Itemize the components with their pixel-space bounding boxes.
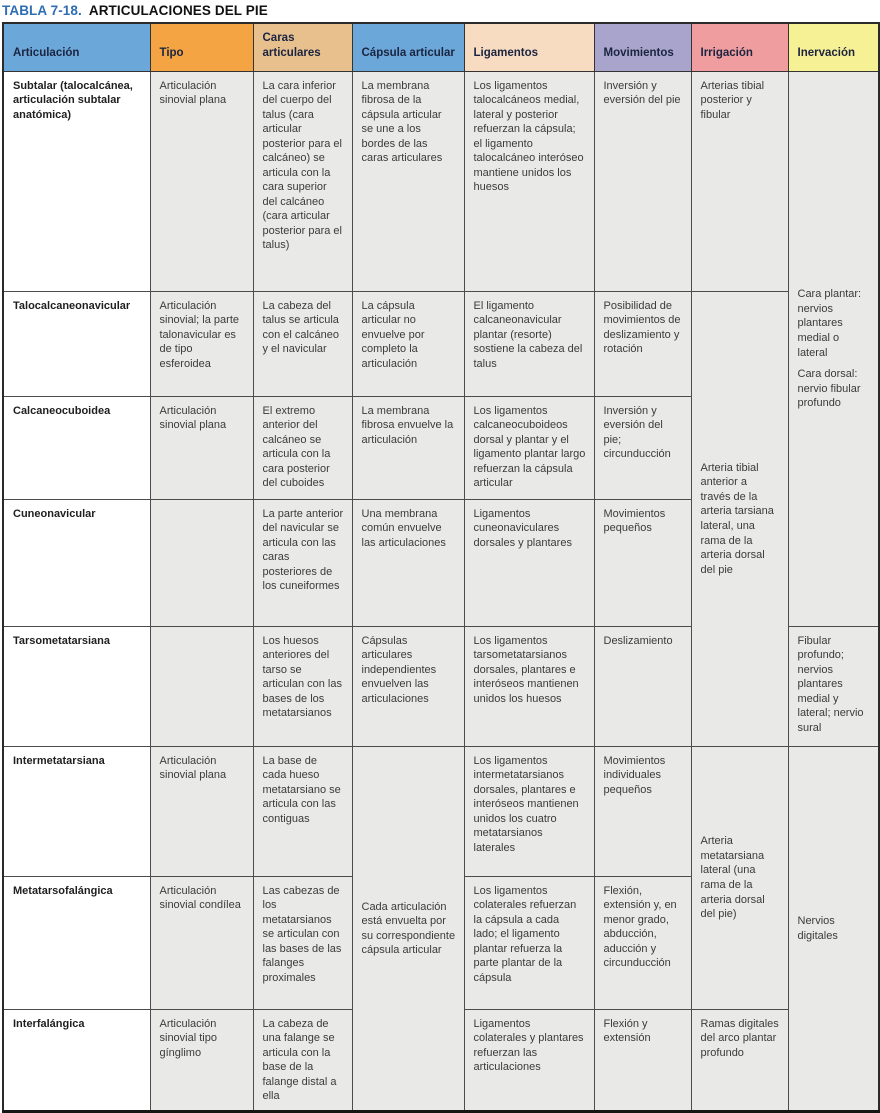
inervacion-cara-plantar: Cara plantar: nervios plantares medial o lateral xyxy=(797,288,862,359)
cell-calcaneocuboidea-movimientos: Inversión y eversión del pie; circunducción xyxy=(594,396,691,499)
cell-intermetatarsiana-movimientos: Movimientos individuales pequeños xyxy=(594,746,691,876)
col-header-movimientos: Movimientos xyxy=(594,23,691,71)
cell-inervacion-rows1-4 xyxy=(788,71,879,626)
cell-subtalar-irrigacion: Arterias tibial posterior y fibular xyxy=(691,71,788,291)
cell-subtalar-capsula: La membrana fibrosa de la cápsula articular se une a los bordes de las caras articulares xyxy=(352,71,464,291)
cell-cuneonavicular-caras: La parte anterior del navicular se articula con las caras posteriores de los cuneiformes xyxy=(253,499,352,626)
cell-calcaneocuboidea-caras: El extremo anterior del calcáneo se articula con la cara posterior del cuboides xyxy=(253,396,352,499)
cell-talocalcaneonavicular-caras: La cabeza del talus se articula con el calcáneo y el navicular xyxy=(253,291,352,396)
row-title-cuneonavicular: Cuneonavicular xyxy=(3,499,150,626)
row-title-interfalangica: Interfalángica xyxy=(3,1009,150,1111)
cell-subtalar-caras: La cara inferior del cuerpo del talus (cara articular posterior para el calcáneo) se articula con la cara superior del calcáneo (cara articular posterior para el talus) xyxy=(253,71,352,291)
cell-tarsometatarsiana-tipo xyxy=(150,626,253,746)
cell-irrigacion-rows6-7: Arteria metatarsiana lateral (una rama de la arteria dorsal del pie) xyxy=(691,746,788,1009)
cell-irrigacion-rows2-5: Arteria tibial anterior a través de la arteria tarsiana lateral, una rama de la arteria dorsal del pie xyxy=(691,291,788,746)
cell-tarsometatarsiana-inervacion: Fibular profundo; nervios plantares medial y lateral; nervio sural xyxy=(788,626,879,746)
inervacion-cara-dorsal: Cara dorsal: nervio fibular profundo xyxy=(797,368,861,410)
row-title-subtalar: Subtalar (talocalcánea, articulación subtalar anatómica) xyxy=(3,71,150,291)
header-row xyxy=(3,23,879,71)
cell-interfalangica-irrigacion: Ramas digitales del arco plantar profundo xyxy=(691,1009,788,1111)
articulaciones-pie-table xyxy=(2,22,880,1113)
cell-tarsometatarsiana-ligamentos: Los ligamentos tarsometatarsianos dorsales, plantares e interóseos mantienen unidos los huesos xyxy=(464,626,594,746)
cell-tarsometatarsiana-movimientos: Deslizamiento xyxy=(594,626,691,746)
cell-subtalar-tipo: Articulación sinovial plana xyxy=(150,71,253,291)
col-header-capsula-articular: Cápsula articular xyxy=(352,23,464,71)
cell-interfalangica-caras: La cabeza de una falange se articula con la base de la falange distal a ella xyxy=(253,1009,352,1111)
col-header-caras-articulares: Caras articulares xyxy=(253,23,352,71)
row-title-metatarsofalangica: Metatarsofalángica xyxy=(3,876,150,1009)
row-title-calcaneocuboidea: Calcaneocuboidea xyxy=(3,396,150,499)
cell-subtalar-movimientos: Inversión y eversión del pie xyxy=(594,71,691,291)
col-header-articulacion: Articulación xyxy=(3,23,150,71)
col-header-ligamentos: Ligamentos xyxy=(464,23,594,71)
cell-metatarsofalangica-tipo: Articulación sinovial condílea xyxy=(150,876,253,1009)
row-title-talocalcaneonavicular: Talocalcaneonavicular xyxy=(3,291,150,396)
cell-talocalcaneonavicular-tipo: Articulación sinovial; la parte talonavicular es de tipo esferoidea xyxy=(150,291,253,396)
cell-metatarsofalangica-movimientos: Flexión, extensión y, en menor grado, abducción, aducción y circunducción xyxy=(594,876,691,1009)
col-header-irrigacion: Irrigación xyxy=(691,23,788,71)
cell-cuneonavicular-tipo xyxy=(150,499,253,626)
table-heading: ARTICULACIONES DEL PIE xyxy=(88,3,268,18)
row-intermetatarsiana xyxy=(3,746,879,876)
cell-calcaneocuboidea-capsula: La membrana fibrosa envuelve la articulación xyxy=(352,396,464,499)
cell-intermetatarsiana-tipo: Articulación sinovial plana xyxy=(150,746,253,876)
cell-subtalar-ligamentos: Los ligamentos talocalcáneos medial, lateral y posterior refuerzan la cápsula; el ligamento talocalcáneo interóseo mantiene unidos los huesos xyxy=(464,71,594,291)
cell-intermetatarsiana-caras: La base de cada hueso metatarsiano se articula con las contiguas xyxy=(253,746,352,876)
cell-cuneonavicular-movimientos: Movimientos pequeños xyxy=(594,499,691,626)
cell-intermetatarsiana-ligamentos: Los ligamentos intermetatarsianos dorsales, plantares e interóseos mantienen unidos los cuatro metatarsianos laterales xyxy=(464,746,594,876)
row-subtalar xyxy=(3,71,879,291)
cell-tarsometatarsiana-caras: Los huesos anteriores del tarso se articulan con las bases de los metatarsianos xyxy=(253,626,352,746)
cell-cuneonavicular-capsula: Una membrana común envuelve las articulaciones xyxy=(352,499,464,626)
cell-inervacion-rows6-8: Nervios digitales xyxy=(788,746,879,1111)
cell-capsula-rows6-8: Cada articulación está envuelta por su correspondiente cápsula articular xyxy=(352,746,464,1111)
cell-talocalcaneonavicular-ligamentos: El ligamento calcaneonavicular plantar (resorte) sostiene la cabeza del talus xyxy=(464,291,594,396)
cell-talocalcaneonavicular-movimientos: Posibilidad de movimientos de deslizamiento y rotación xyxy=(594,291,691,396)
table-title xyxy=(2,3,880,18)
col-header-tipo: Tipo xyxy=(150,23,253,71)
cell-calcaneocuboidea-tipo: Articulación sinovial plana xyxy=(150,396,253,499)
cell-cuneonavicular-ligamentos: Ligamentos cuneonaviculares dorsales y plantares xyxy=(464,499,594,626)
table-number: TABLA 7-18. xyxy=(2,3,82,18)
row-talocalcaneonavicular xyxy=(3,291,879,396)
cell-tarsometatarsiana-capsula: Cápsulas articulares independientes envuelven las articulaciones xyxy=(352,626,464,746)
cell-interfalangica-ligamentos: Ligamentos colaterales y plantares refuerzan las articulaciones xyxy=(464,1009,594,1111)
cell-interfalangica-tipo: Articulación sinovial tipo gínglimo xyxy=(150,1009,253,1111)
cell-calcaneocuboidea-ligamentos: Los ligamentos calcaneocuboideos dorsal y plantar y el ligamento plantar largo refuerzan la cápsula articular xyxy=(464,396,594,499)
col-header-inervacion: Inervación xyxy=(788,23,879,71)
cell-talocalcaneonavicular-capsula: La cápsula articular no envuelve por completo la articulación xyxy=(352,291,464,396)
cell-metatarsofalangica-ligamentos: Los ligamentos colaterales refuerzan la cápsula a cada lado; el ligamento plantar refuerza la parte plantar de la cápsula xyxy=(464,876,594,1009)
row-title-tarsometatarsiana: Tarsometatarsiana xyxy=(3,626,150,746)
row-title-intermetatarsiana: Intermetatarsiana xyxy=(3,746,150,876)
cell-interfalangica-movimientos: Flexión y extensión xyxy=(594,1009,691,1111)
cell-metatarsofalangica-caras: Las cabezas de los metatarsianos se articulan con las bases de las falanges proximales xyxy=(253,876,352,1009)
